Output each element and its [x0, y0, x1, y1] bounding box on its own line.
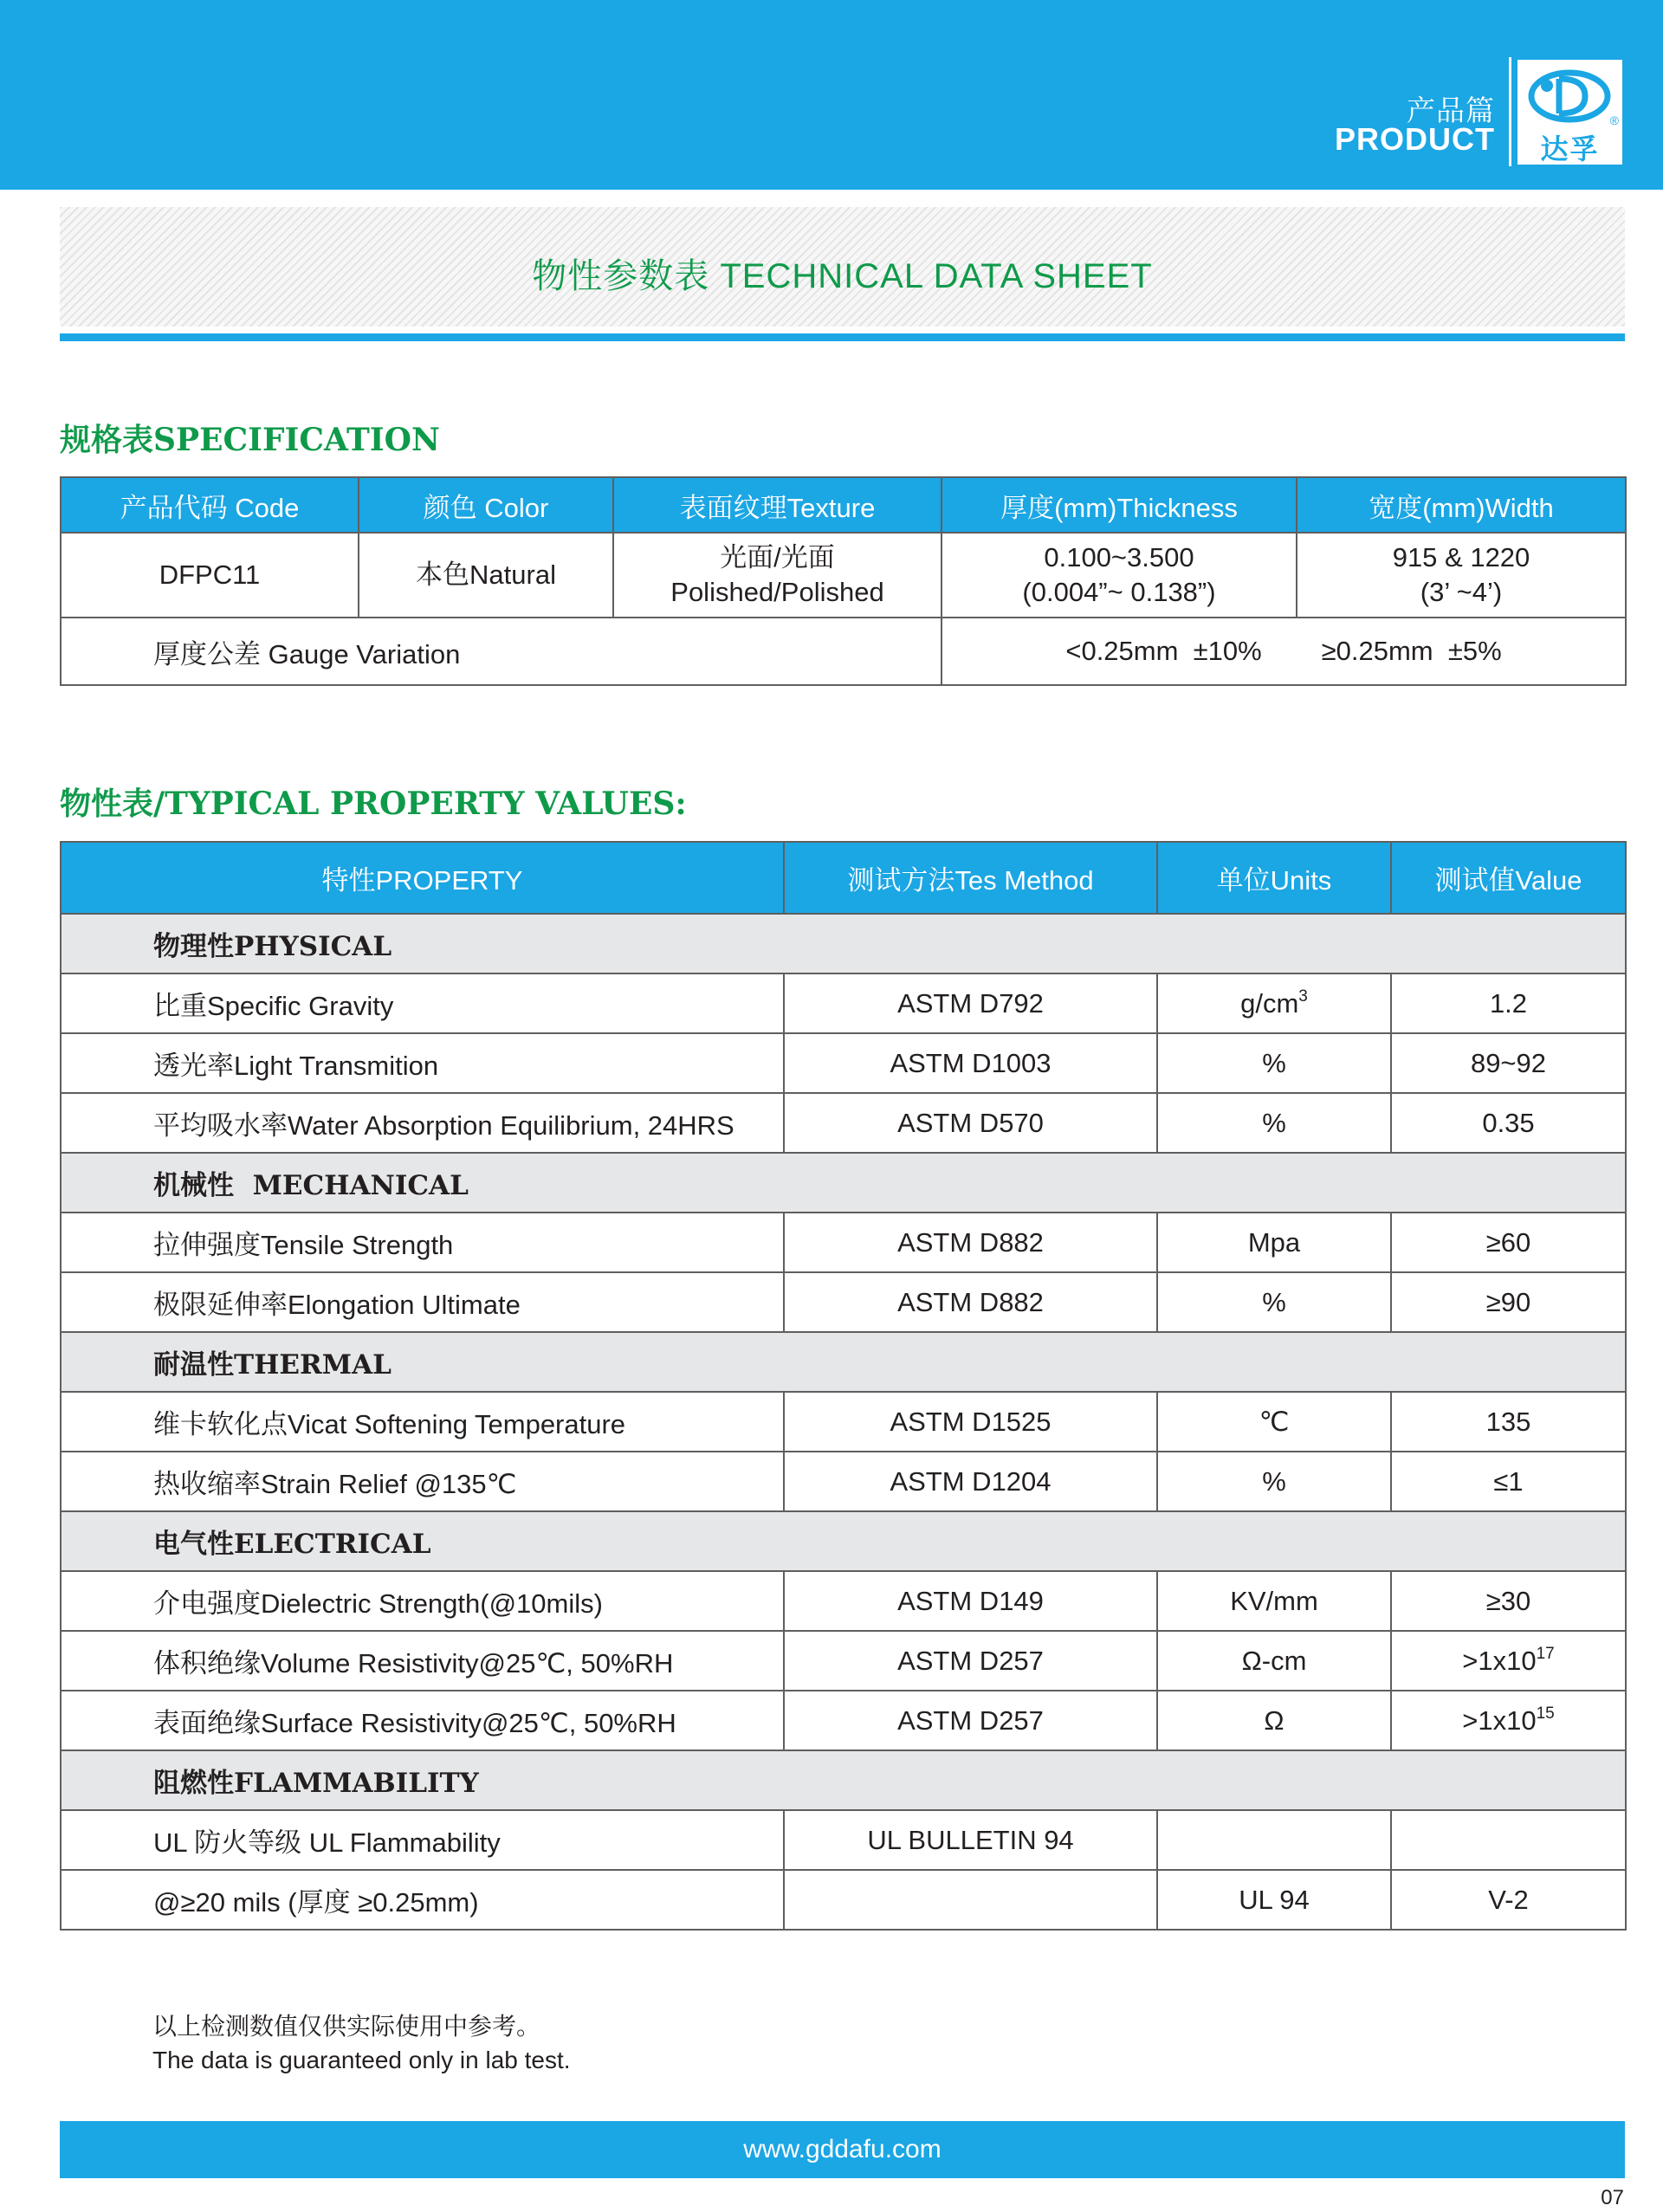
specification-heading: 规格表SPECIFICATION	[60, 422, 440, 458]
table-row	[61, 1870, 1626, 1930]
header-test-method: 测试方法Tes Method	[784, 842, 1157, 914]
test-method: ASTM D1525	[784, 1392, 1157, 1452]
spec-thickness	[942, 533, 1297, 618]
spec-texture-en: Polished/Polished	[670, 577, 884, 607]
footer-bar	[60, 2121, 1625, 2178]
header-value: 测试值Value	[1391, 842, 1626, 914]
page-number: 07	[1601, 2186, 1624, 2209]
unit: %	[1157, 1033, 1391, 1093]
property-name: 介电强度Dielectric Strength(@10mils)	[61, 1571, 784, 1631]
test-value	[1391, 1691, 1626, 1750]
disclaimer-note	[152, 2009, 571, 2077]
unit: Ω-cm	[1157, 1631, 1391, 1691]
property-name: 体积绝缘Volume Resistivity@25℃, 50%RH	[61, 1631, 784, 1691]
header-banner	[0, 0, 1663, 190]
test-value: 89~92	[1391, 1033, 1626, 1093]
test-value: ≥90	[1391, 1272, 1626, 1332]
logo-d-icon	[1524, 67, 1615, 126]
spec-code: DFPC11	[61, 533, 359, 618]
unit	[1157, 973, 1391, 1033]
banner-divider	[1509, 57, 1511, 166]
group-label: 阻燃性FLAMMABILITY	[61, 1750, 1626, 1810]
group-row-physical	[61, 914, 1626, 973]
spec-color: 本色Natural	[359, 533, 613, 618]
table-row	[61, 1392, 1626, 1452]
gauge-variation-row	[61, 618, 1626, 685]
value-exponent: 15	[1536, 1704, 1555, 1723]
unit: %	[1157, 1093, 1391, 1153]
table-row	[61, 1571, 1626, 1631]
unit-superscript: 3	[1298, 986, 1308, 1006]
spec-header-row	[61, 477, 1626, 533]
group-label: 机械性 MECHANICAL	[61, 1153, 1626, 1213]
section-label-en: PRODUCT	[1335, 121, 1495, 157]
test-value: V-2	[1391, 1870, 1626, 1930]
value-exponent: 17	[1536, 1644, 1555, 1663]
test-method: ASTM D257	[784, 1631, 1157, 1691]
logo-text: 达孚	[1540, 133, 1600, 165]
spec-width	[1297, 533, 1626, 618]
unit: Mpa	[1157, 1213, 1391, 1272]
unit	[1157, 1810, 1391, 1870]
spec-width-ft: (3’ ~4’)	[1420, 577, 1503, 607]
test-value: ≥30	[1391, 1571, 1626, 1631]
table-row	[61, 1213, 1626, 1272]
header-units: 单位Units	[1157, 842, 1391, 914]
table-row	[61, 1093, 1626, 1153]
spec-texture-cn: 光面/光面	[720, 542, 835, 572]
table-row	[61, 1810, 1626, 1870]
spec-header-texture: 表面纹理Texture	[613, 477, 942, 533]
test-value	[1391, 1810, 1626, 1870]
company-logo	[1517, 60, 1622, 165]
unit: %	[1157, 1452, 1391, 1511]
spec-width-mm: 915 & 1220	[1392, 542, 1530, 572]
unit-text: g/cm	[1240, 987, 1299, 1019]
test-method: UL BULLETIN 94	[784, 1810, 1157, 1870]
test-method: ASTM D1003	[784, 1033, 1157, 1093]
unit: KV/mm	[1157, 1571, 1391, 1631]
test-value: ≥60	[1391, 1213, 1626, 1272]
property-name: UL 防火等级 UL Flammability	[61, 1810, 784, 1870]
value-text: >1x10	[1462, 1645, 1537, 1676]
group-row-thermal	[61, 1332, 1626, 1392]
spec-thickness-mm: 0.100~3.500	[1044, 542, 1194, 572]
group-label: 物理性PHYSICAL	[61, 914, 1626, 973]
test-method: ASTM D570	[784, 1093, 1157, 1153]
group-label: 电气性ELECTRICAL	[61, 1511, 1626, 1571]
test-value	[1391, 1631, 1626, 1691]
unit: Ω	[1157, 1691, 1391, 1750]
table-row	[61, 1452, 1626, 1511]
page-title: 物性参数表 TECHNICAL DATA SHEET	[532, 257, 1153, 295]
gauge-variation-label: 厚度公差 Gauge Variation	[61, 618, 942, 685]
group-row-flammability	[61, 1750, 1626, 1810]
spec-header-width: 宽度(mm)Width	[1297, 477, 1626, 533]
website-link[interactable]: www.gddafu.com	[743, 2135, 942, 2163]
note-en: The data is guaranteed only in lab test.	[152, 2047, 571, 2073]
test-method: ASTM D882	[784, 1272, 1157, 1332]
unit: ℃	[1157, 1392, 1391, 1452]
property-name: 平均吸水率Water Absorption Equilibrium, 24HRS	[61, 1093, 784, 1153]
test-method: ASTM D149	[784, 1571, 1157, 1631]
value-text: >1x10	[1462, 1704, 1537, 1736]
title-strip	[60, 207, 1625, 327]
note-cn: 以上检测数值仅供实际使用中参考。	[152, 2013, 541, 2040]
table-row	[61, 1272, 1626, 1332]
test-method: ASTM D792	[784, 973, 1157, 1033]
spec-texture	[613, 533, 942, 618]
table-row	[61, 1691, 1626, 1750]
spec-header-code: 产品代码 Code	[61, 477, 359, 533]
test-method	[784, 1870, 1157, 1930]
group-row-mechanical	[61, 1153, 1626, 1213]
table-row	[61, 973, 1626, 1033]
property-table	[60, 841, 1627, 1931]
unit: %	[1157, 1272, 1391, 1332]
title-rule	[60, 333, 1625, 341]
spec-thickness-in: (0.004”~ 0.138”)	[1022, 577, 1216, 607]
spec-header-color: 颜色 Color	[359, 477, 613, 533]
registered-mark: ®	[1609, 113, 1619, 127]
gauge-variation-value: <0.25mm ±10% ≥0.25mm ±5%	[942, 618, 1626, 685]
property-name: 极限延伸率Elongation Ultimate	[61, 1272, 784, 1332]
test-value: 135	[1391, 1392, 1626, 1452]
property-name: 表面绝缘Surface Resistivity@25℃, 50%RH	[61, 1691, 784, 1750]
unit: UL 94	[1157, 1870, 1391, 1930]
test-method: ASTM D882	[784, 1213, 1157, 1272]
group-label: 耐温性THERMAL	[61, 1332, 1626, 1392]
specification-table	[60, 476, 1627, 686]
property-name: 拉伸强度Tensile Strength	[61, 1213, 784, 1272]
section-label-cn: 产品篇	[1407, 94, 1495, 126]
property-name: 维卡软化点Vicat Softening Temperature	[61, 1392, 784, 1452]
property-header-row	[61, 842, 1626, 914]
table-row	[61, 1631, 1626, 1691]
property-name: 透光率Light Transmition	[61, 1033, 784, 1093]
test-method: ASTM D1204	[784, 1452, 1157, 1511]
header-property: 特性PROPERTY	[61, 842, 784, 914]
spec-row	[61, 533, 1626, 618]
property-name: @≥20 mils (厚度 ≥0.25mm)	[61, 1870, 784, 1930]
test-value: ≤1	[1391, 1452, 1626, 1511]
property-name: 比重Specific Gravity	[61, 973, 784, 1033]
properties-heading: 物性表/TYPICAL PROPERTY VALUES:	[60, 786, 687, 822]
property-name: 热收缩率Strain Relief @135℃	[61, 1452, 784, 1511]
spec-header-thickness: 厚度(mm)Thickness	[942, 477, 1297, 533]
group-row-electrical	[61, 1511, 1626, 1571]
test-method: ASTM D257	[784, 1691, 1157, 1750]
table-row	[61, 1033, 1626, 1093]
test-value: 0.35	[1391, 1093, 1626, 1153]
test-value: 1.2	[1391, 973, 1626, 1033]
